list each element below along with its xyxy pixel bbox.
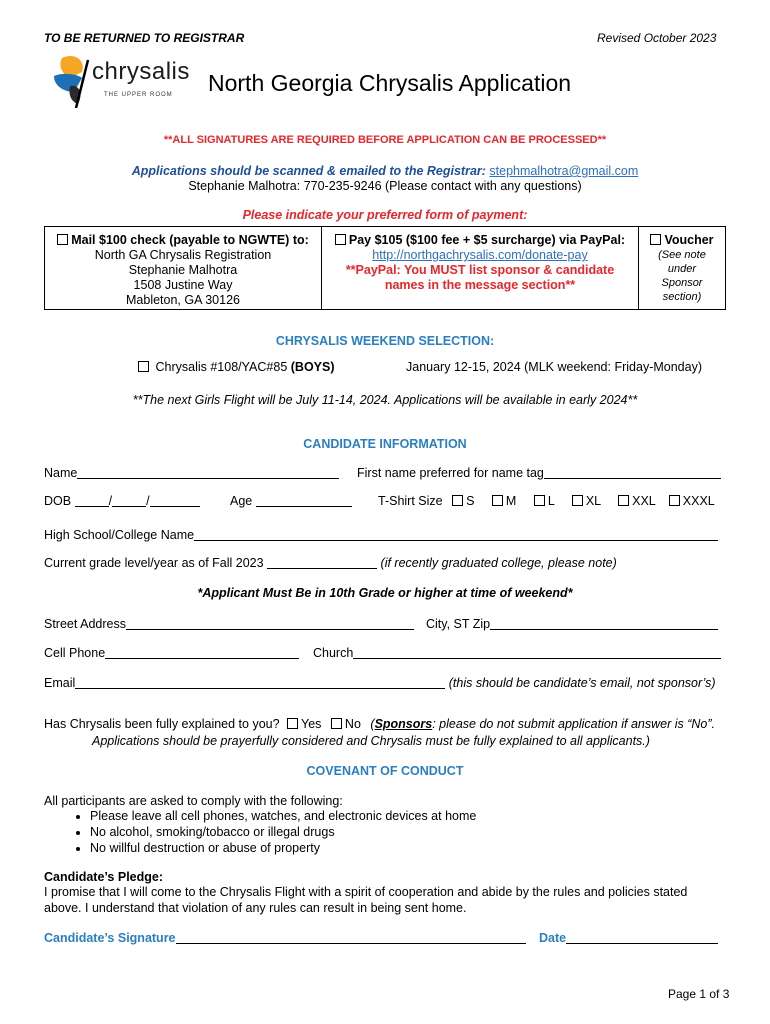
payment-mail-cell bbox=[45, 227, 321, 309]
sponsors-note: : please do not submit application if answer is “No”. bbox=[432, 717, 715, 731]
size-option-label: L bbox=[547, 494, 555, 508]
paypal-title: Pay $105 ($100 fee + $5 surcharge) via PayPal: bbox=[348, 233, 626, 247]
size-option-label: XXXL bbox=[682, 494, 715, 508]
weekend-option-label: Chrysalis #108/YAC#85 bbox=[155, 360, 291, 374]
chrysalis-logo bbox=[48, 52, 190, 108]
signature-label: Candidate’s Signature bbox=[44, 931, 176, 945]
payment-heading: Please indicate your preferred form of payment: bbox=[242, 208, 528, 222]
preferred-name-field[interactable] bbox=[544, 466, 721, 479]
weekend-heading: CHRYSALIS WEEKEND SELECTION: bbox=[275, 334, 495, 348]
submission-label: Applications should be scanned & emailed to the Registrar: bbox=[131, 164, 486, 178]
size-option-label: XL bbox=[585, 494, 601, 508]
age-field[interactable] bbox=[256, 494, 352, 507]
logo-wordmark: chrysalis bbox=[92, 58, 190, 85]
size-xxl-checkbox[interactable] bbox=[618, 495, 629, 506]
mail-address-line: 1508 Justine Way bbox=[133, 278, 233, 292]
registrar-contact: Stephanie Malhotra: 770-235-9246 (Please contact with any questions) bbox=[188, 179, 582, 193]
mail-address-line: North GA Chrysalis Registration bbox=[94, 248, 272, 262]
page-number: Page 1 of 3 bbox=[668, 987, 730, 1001]
mail-address-line: Mableton, GA 30126 bbox=[126, 293, 240, 307]
pledge-heading: Candidate’s Pledge: bbox=[44, 870, 164, 884]
registrar-email-link[interactable]: stephmalhotra@gmail.com bbox=[489, 164, 639, 178]
dob-label: DOB bbox=[44, 494, 72, 508]
size-l-checkbox[interactable] bbox=[534, 495, 545, 506]
mail-check-title: Mail $100 check (payable to NGWTE) to: bbox=[71, 233, 309, 247]
voucher-note: section) bbox=[662, 291, 702, 303]
date-field[interactable] bbox=[566, 931, 718, 944]
logo-tagline: THE UPPER ROOM bbox=[104, 92, 173, 98]
street-label: Street Address bbox=[44, 617, 126, 631]
weekend-option-gender: (BOYS) bbox=[290, 360, 335, 374]
payment-options-table bbox=[44, 226, 726, 310]
church-label: Church bbox=[313, 646, 354, 660]
size-option-label: S bbox=[466, 494, 475, 508]
size-xxxl-checkbox[interactable] bbox=[669, 495, 680, 506]
sponsors-word: Sponsors bbox=[374, 717, 433, 731]
email-field[interactable] bbox=[75, 676, 445, 689]
covenant-heading: COVENANT OF CONDUCT bbox=[306, 764, 464, 778]
covenant-intro: All participants are asked to comply with the following: bbox=[44, 794, 343, 808]
explained-no-label: No bbox=[344, 717, 361, 731]
list-item: • No alcohol, smoking/tobacco or illegal drugs bbox=[90, 824, 476, 840]
girls-flight-note: **The next Girls Flight will be July 11-14, 2024. Applications will be available in early 2024** bbox=[132, 393, 638, 407]
tshirt-size-group bbox=[378, 494, 715, 508]
grade-label: Current grade level/year as of Fall 2023 bbox=[44, 556, 264, 570]
age-label: Age bbox=[230, 494, 253, 508]
revised-date: Revised October 2023 bbox=[597, 31, 717, 45]
city-label: City, ST Zip bbox=[426, 617, 491, 631]
preferred-name-label: First name preferred for name tag bbox=[357, 466, 544, 480]
grade-note: (if recently graduated college, please note) bbox=[380, 556, 617, 570]
church-field[interactable] bbox=[353, 646, 721, 659]
city-field[interactable] bbox=[490, 617, 718, 630]
return-note: TO BE RETURNED TO REGISTRAR bbox=[44, 31, 245, 45]
explained-note-line2: Applications should be prayerfully considered and Chrysalis must be fully explained to all applicants.) bbox=[92, 734, 650, 748]
grade-field[interactable] bbox=[267, 556, 377, 569]
page-title: North Georgia Chrysalis Application bbox=[208, 70, 572, 96]
explained-question: Has Chrysalis been fully explained to you? bbox=[44, 717, 280, 731]
tshirt-label: T-Shirt Size bbox=[378, 494, 443, 508]
voucher-note: under bbox=[667, 263, 697, 275]
pledge-line: I promise that I will come to the Chrysalis Flight with a spirit of cooperation and abide by the rules and policies stated bbox=[44, 885, 688, 899]
covenant-rules-list bbox=[68, 808, 476, 856]
mail-check-checkbox[interactable] bbox=[57, 234, 68, 245]
email-note: (this should be candidate’s email, not sponsor’s) bbox=[448, 676, 716, 690]
signature-field[interactable] bbox=[176, 931, 526, 944]
paypal-link[interactable]: http://northgachrysalis.com/donate-pay bbox=[372, 248, 588, 262]
explained-no-checkbox[interactable] bbox=[331, 718, 342, 729]
weekend-dates: January 12-15, 2024 (MLK weekend: Friday-Monday) bbox=[406, 360, 702, 374]
email-label: Email bbox=[44, 676, 76, 690]
pledge-line: above. I understand that violation of any rules can result in being sent home. bbox=[44, 901, 467, 915]
list-item: • No willful destruction or abuse of property bbox=[90, 840, 476, 856]
paypal-checkbox[interactable] bbox=[335, 234, 346, 245]
grade-requirement: *Applicant Must Be in 10th Grade or higher at time of weekend* bbox=[197, 586, 573, 600]
butterfly-icon bbox=[48, 52, 98, 108]
voucher-title: Voucher bbox=[664, 233, 714, 247]
payment-voucher-cell bbox=[639, 227, 725, 309]
weekend-option bbox=[138, 360, 335, 374]
school-field[interactable] bbox=[194, 528, 718, 541]
voucher-note: Sponsor bbox=[661, 277, 703, 289]
street-field[interactable] bbox=[126, 617, 414, 630]
mail-address-line: Stephanie Malhotra bbox=[128, 263, 238, 277]
size-s-checkbox[interactable] bbox=[452, 495, 463, 506]
voucher-note: (See note bbox=[658, 249, 706, 261]
voucher-checkbox[interactable] bbox=[650, 234, 661, 245]
name-field[interactable] bbox=[77, 466, 339, 479]
dob-year-field[interactable] bbox=[150, 494, 200, 507]
size-xl-checkbox[interactable] bbox=[572, 495, 583, 506]
signatures-notice: **ALL SIGNATURES ARE REQUIRED BEFORE APPLICATION CAN BE PROCESSED** bbox=[163, 134, 607, 146]
candidate-heading: CANDIDATE INFORMATION bbox=[303, 437, 467, 451]
paypal-note: **PayPal: You MUST list sponsor & candidate bbox=[345, 263, 615, 277]
list-item: • Please leave all cell phones, watches, and electronic devices at home bbox=[90, 808, 476, 824]
school-label: High School/College Name bbox=[44, 528, 195, 542]
dob-month-field[interactable] bbox=[75, 494, 109, 507]
size-option-label: M bbox=[505, 494, 517, 508]
explained-yes-label: Yes bbox=[301, 717, 322, 731]
size-option-label: XXL bbox=[632, 494, 656, 508]
size-m-checkbox[interactable] bbox=[492, 495, 503, 506]
weekend-boys-checkbox[interactable] bbox=[138, 361, 149, 372]
payment-paypal-cell bbox=[322, 227, 638, 309]
cell-phone-label: Cell Phone bbox=[44, 646, 106, 660]
explained-question-row: Has Chrysalis been fully explained to you? Yes No (Sponsors: please do not submit application if answer is “No”. bbox=[44, 717, 715, 731]
cell-phone-field[interactable] bbox=[105, 646, 299, 659]
name-label: Name bbox=[44, 466, 78, 480]
dob-day-field[interactable] bbox=[112, 494, 146, 507]
explained-yes-checkbox[interactable] bbox=[287, 718, 298, 729]
date-label: Date bbox=[539, 931, 567, 945]
paypal-note: names in the message section** bbox=[384, 278, 576, 292]
